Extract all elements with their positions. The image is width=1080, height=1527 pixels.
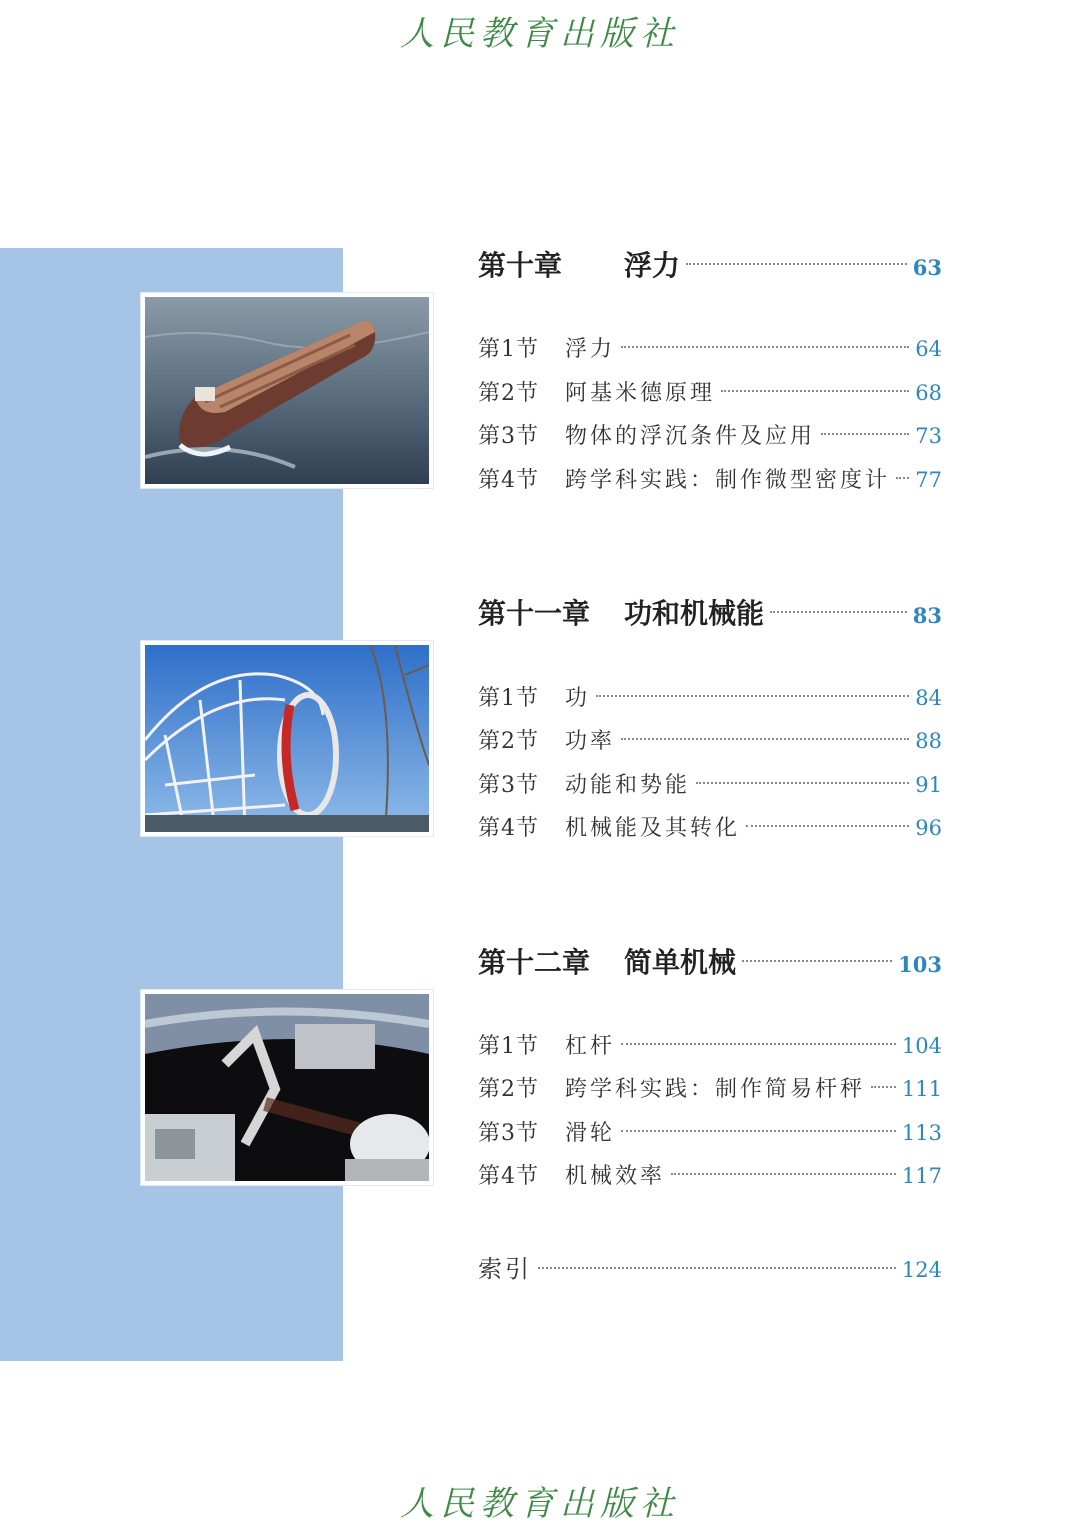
section-number: 第4节 xyxy=(478,1164,539,1189)
chapter-11-section-3[interactable] xyxy=(478,768,942,799)
cargo-ship-photo xyxy=(141,293,433,488)
section-title: 浮力 xyxy=(565,337,616,362)
section-title: 机械效率 xyxy=(565,1164,666,1189)
section-title: 滑轮 xyxy=(565,1121,616,1146)
chapter-11-heading[interactable] xyxy=(478,592,942,632)
index-entry[interactable] xyxy=(478,1249,942,1284)
section-title: 阿基米德原理 xyxy=(565,381,716,406)
chapter-title: 功和机械能 xyxy=(624,597,765,630)
section-title: 功率 xyxy=(565,729,616,754)
dot-leader xyxy=(686,263,907,265)
page-number: 104 xyxy=(901,1034,942,1058)
chapter-10-section-2[interactable] xyxy=(478,376,942,407)
dot-leader xyxy=(742,960,892,962)
dot-leader xyxy=(621,738,909,740)
chapter-number: 第十章 xyxy=(478,249,563,282)
section-number: 第1节 xyxy=(478,1034,539,1059)
page-number: 83 xyxy=(912,603,942,628)
section-number: 第1节 xyxy=(478,686,539,711)
page-number: 68 xyxy=(915,381,942,405)
section-number: 第3节 xyxy=(478,1121,539,1146)
dot-leader xyxy=(621,1043,896,1045)
dot-leader xyxy=(770,611,907,613)
section-number: 第4节 xyxy=(478,816,539,841)
section-title: 跨学科实践：制作微型密度计 xyxy=(565,468,891,493)
chapter-12-heading[interactable] xyxy=(478,941,942,981)
space-station-photo xyxy=(141,990,433,1185)
index-title: 索引 xyxy=(478,1255,532,1283)
dot-leader xyxy=(538,1267,896,1269)
dot-leader xyxy=(821,433,909,435)
page-number: 84 xyxy=(915,686,942,710)
dot-leader xyxy=(696,782,909,784)
section-number: 第2节 xyxy=(478,1077,539,1102)
section-title: 物体的浮沉条件及应用 xyxy=(565,424,816,449)
chapter-10-section-1[interactable] xyxy=(478,332,942,363)
chapter-11-section-1[interactable] xyxy=(478,681,942,712)
page-number: 124 xyxy=(901,1258,942,1282)
chapter-12-section-2[interactable] xyxy=(478,1072,942,1103)
page-number: 111 xyxy=(901,1077,942,1101)
dot-leader xyxy=(871,1086,896,1088)
publisher-logo-top: 人民教育出版社 xyxy=(400,14,680,54)
dot-leader xyxy=(721,390,909,392)
page-number: 64 xyxy=(915,337,942,361)
roller-coaster-photo xyxy=(141,641,433,836)
chapter-11-section-2[interactable] xyxy=(478,724,942,755)
section-number: 第2节 xyxy=(478,381,539,406)
page-number: 103 xyxy=(898,952,942,977)
chapter-number: 第十一章 xyxy=(478,597,591,630)
page-number: 73 xyxy=(915,424,942,448)
chapter-title: 浮力 xyxy=(624,249,681,282)
page-number: 88 xyxy=(915,729,942,753)
chapter-12-section-4[interactable] xyxy=(478,1159,942,1190)
section-title: 机械能及其转化 xyxy=(565,816,741,841)
dot-leader xyxy=(671,1173,896,1175)
chapter-12-section-1[interactable] xyxy=(478,1029,942,1060)
page-number: 77 xyxy=(915,468,942,492)
page-number: 96 xyxy=(915,816,942,840)
dot-leader xyxy=(746,825,909,827)
chapter-11-section-4[interactable] xyxy=(478,811,942,842)
chapter-10-section-3[interactable] xyxy=(478,419,942,450)
section-title: 跨学科实践：制作简易杆秤 xyxy=(565,1077,866,1102)
dot-leader xyxy=(621,1130,896,1132)
section-number: 第2节 xyxy=(478,729,539,754)
dot-leader xyxy=(896,477,909,479)
section-number: 第3节 xyxy=(478,773,539,798)
page-number: 117 xyxy=(901,1164,942,1188)
section-title: 动能和势能 xyxy=(565,773,691,798)
publisher-logo-bottom: 人民教育出版社 xyxy=(400,1484,680,1524)
section-number: 第4节 xyxy=(478,468,539,493)
chapter-10-heading[interactable] xyxy=(478,244,942,284)
section-title: 杠杆 xyxy=(565,1034,616,1059)
section-title: 功 xyxy=(565,686,591,711)
dot-leader xyxy=(621,346,909,348)
chapter-title: 简单机械 xyxy=(624,946,737,979)
chapter-10-section-4[interactable] xyxy=(478,463,942,494)
page-number: 113 xyxy=(901,1121,942,1145)
chapter-12-section-3[interactable] xyxy=(478,1116,942,1147)
section-number: 第1节 xyxy=(478,337,539,362)
dot-leader xyxy=(596,695,909,697)
page-number: 91 xyxy=(915,773,942,797)
page-number: 63 xyxy=(912,255,942,280)
section-number: 第3节 xyxy=(478,424,539,449)
chapter-number: 第十二章 xyxy=(478,946,591,979)
